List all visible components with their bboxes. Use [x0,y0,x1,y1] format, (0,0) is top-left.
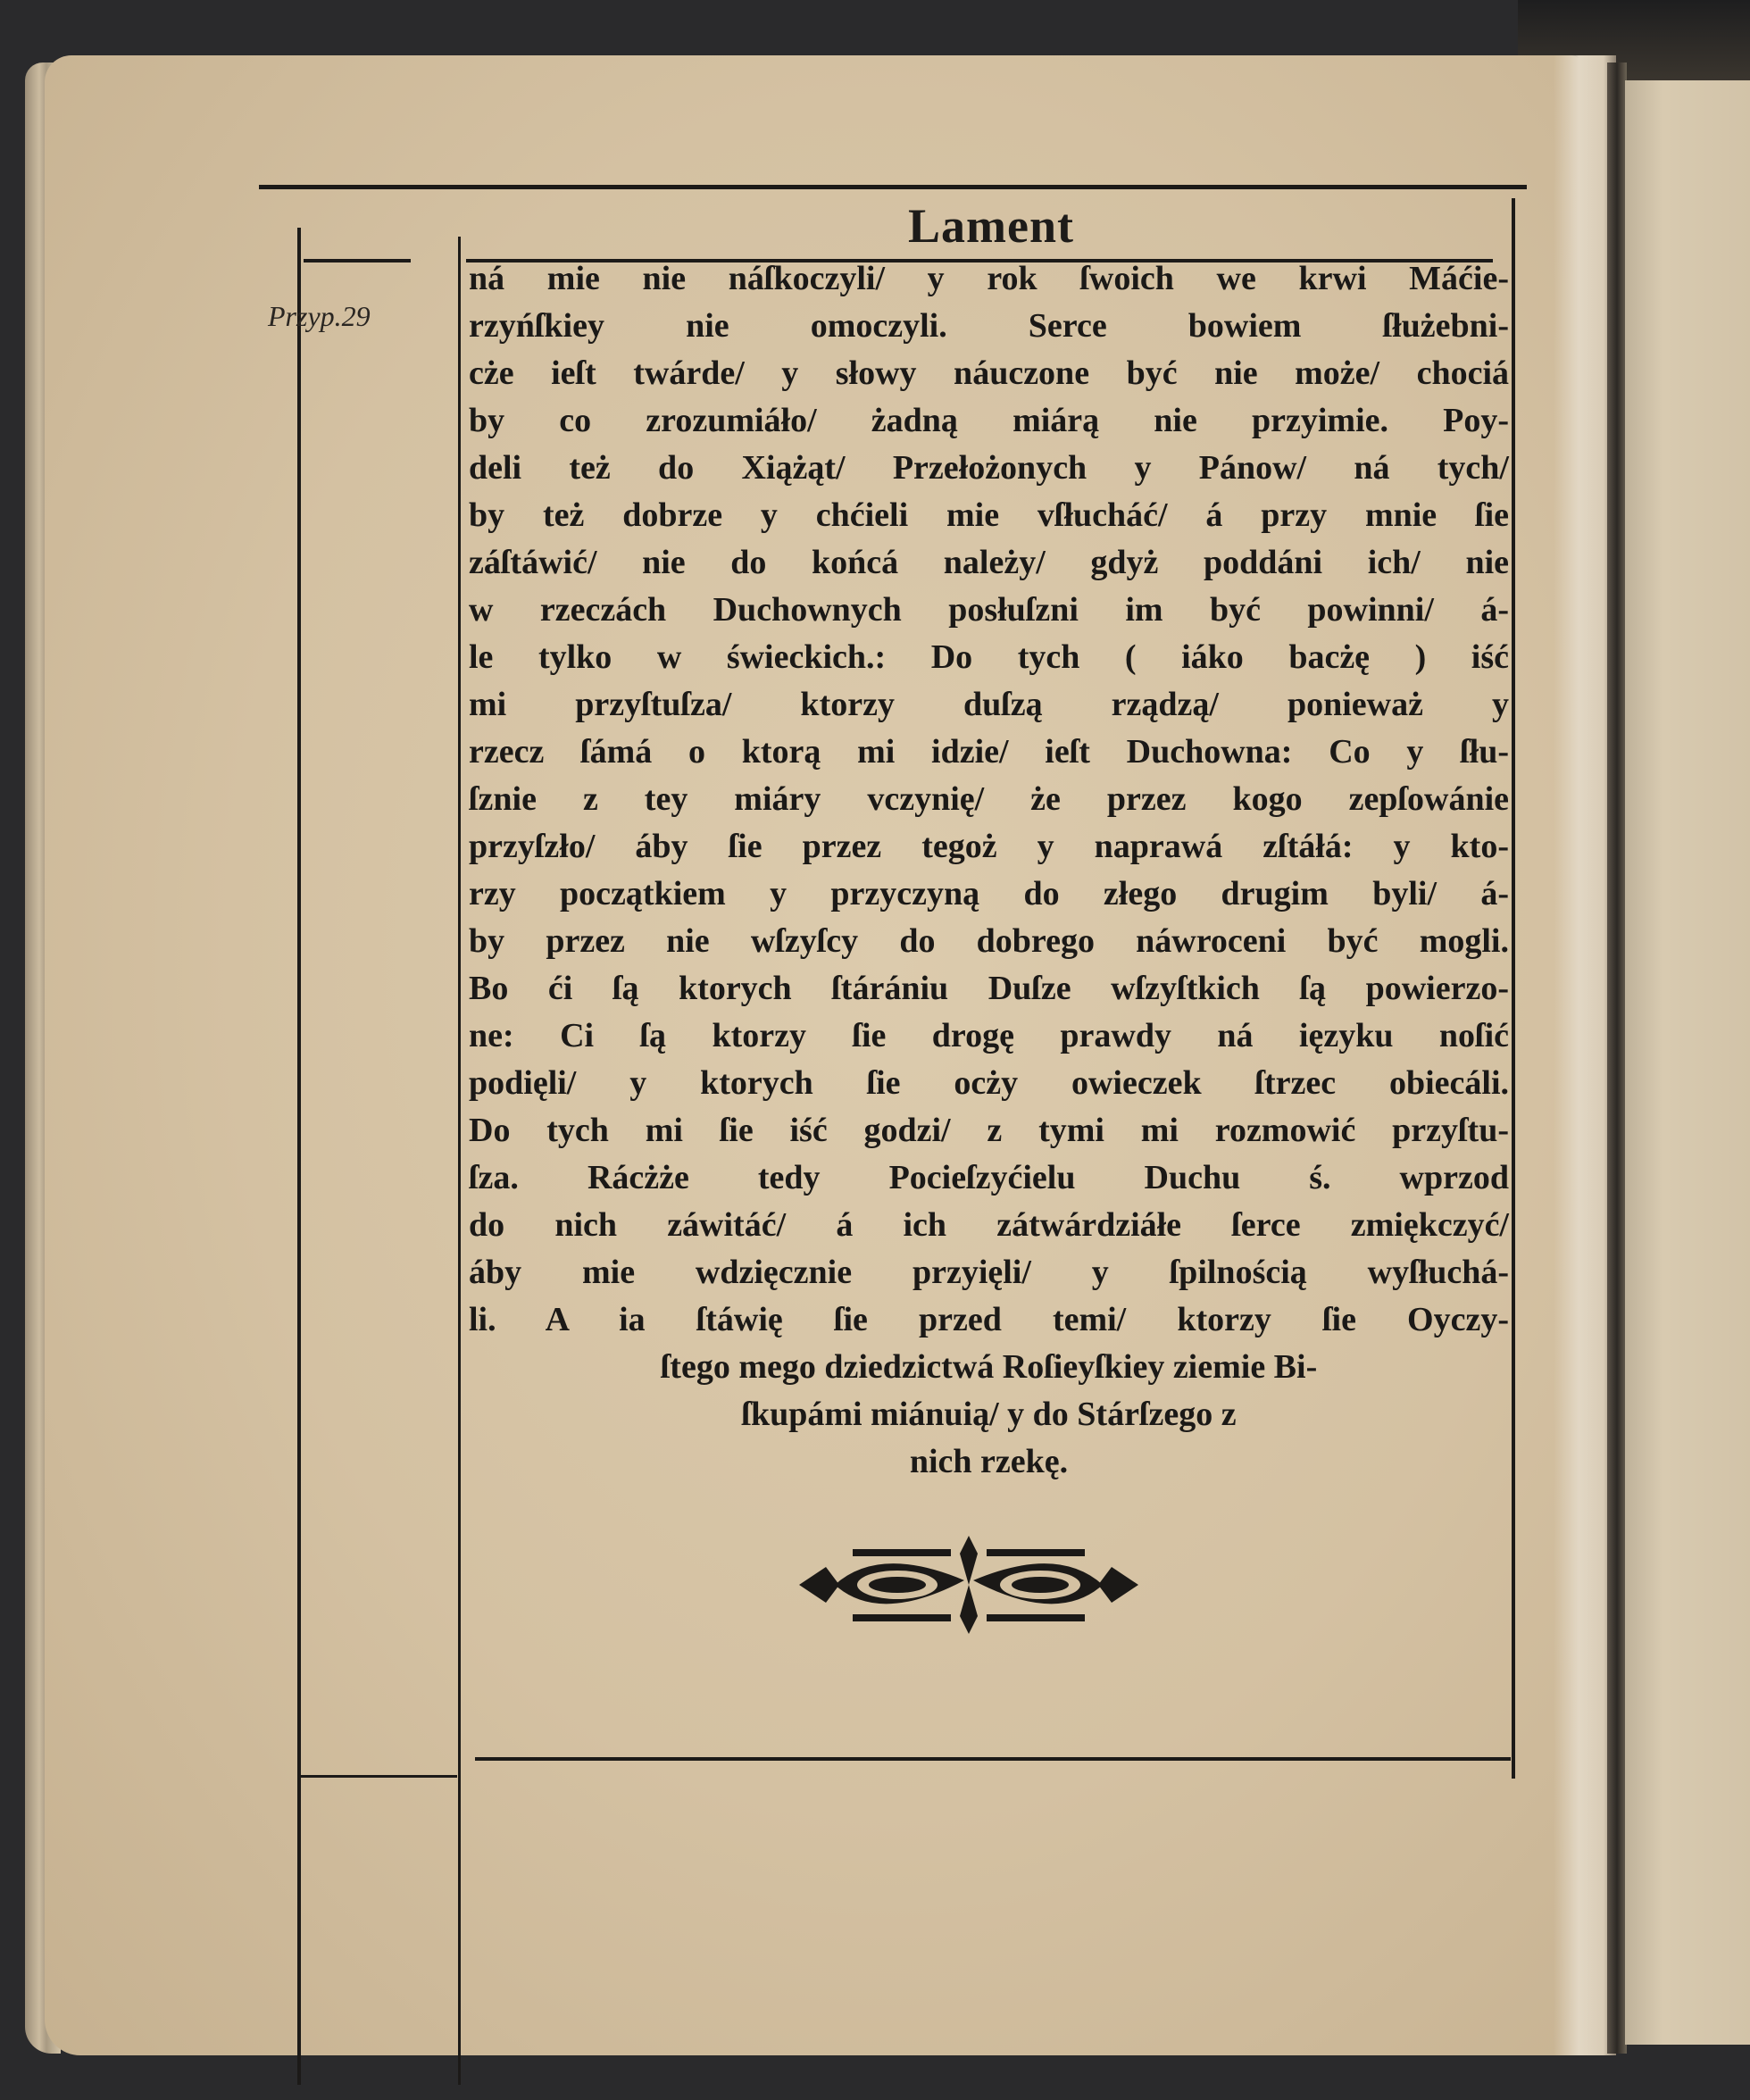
text-line: rzyńſkiey nie omoczyli. Serce bowiem ſłużebni- [469,307,1509,345]
text-line: przyſzło/ áby ſie przez tegoż y naprawá zſtáłá: y kto- [469,828,1509,865]
text-line: ſznie z tey miáry vczynię/ że przez kogo zepſowánie [469,780,1509,818]
text-line: ne: Ci ſą ktorzy ſie drogę prawdy ná ięzyku noſić [469,1017,1509,1054]
bottom-rule [475,1757,1511,1761]
margin-note: Przyp.29 [268,300,371,332]
book-spine [1607,62,1627,2054]
text-line: áby mie wdzięcznie przyięli/ y ſpilnością wyſłuchá- [469,1254,1509,1291]
margin-frame-line [458,237,461,2085]
text-line: cże ieſt twárde/ y słowy náuczone być nie może/ chociá [469,354,1509,392]
left-frame-line [297,228,301,2085]
ornament-fleuron-icon [799,1536,1138,1634]
margin-title-rule [304,259,411,262]
text-line: le tylko w świeckich.: Do tych ( iáko bacżę ) iść [469,638,1509,676]
text-line-centered: ſkupámi miánuią/ y do Stárſzego z [741,1396,1237,1433]
text-line: Bo ći ſą ktorych ſtárániu Duſze wſzyſtkich ſą powierzo- [469,970,1509,1007]
text-line: by co zrozumiáło/ żadną miárą nie przyimie. Poy- [469,402,1509,439]
text-line: Do tych mi ſie iść godzi/ z tymi mi rozmowić przyſtu- [469,1112,1509,1149]
text-line: rzecz ſámá o ktorą mi idzie/ ieſt Duchowna: Co y ſłu- [469,733,1509,771]
text-line: deli też do Xiążąt/ Przełożonych y Pánow/ ná tych/ [469,449,1509,487]
text-line: w rzeczách Duchownych posłuſzni im być powinni/ á- [469,591,1509,629]
top-rule [259,185,1527,189]
right-frame-line [1512,198,1515,1779]
text-line-centered: nich rzekę. [909,1443,1069,1480]
text-line: li. A ia ſtáwię ſie przed temi/ ktorzy ſie Oyczy- [469,1301,1509,1338]
facing-page [1625,80,1750,2045]
text-line: by przez nie wſzyſcy do dobrego náwroceni być mogli. [469,922,1509,960]
text-line: do nich záwitáć/ á ich zátwárdziáłe ſerce zmiękczyć/ [469,1206,1509,1244]
bottom-margin-rule [301,1775,457,1778]
text-line-centered: ſtego mego dziedzictwá Roſieyſkiey ziemie Bi- [660,1348,1318,1386]
text-line: rzy początkiem y przyczyną do złego drugim byli/ á- [469,875,1509,912]
text-line: ná mie nie náſkoczyli/ y rok ſwoich we krwi Máćie- [469,260,1509,297]
text-line: by też dobrze y chćieli mie vſłucháć/ á przy mnie ſie [469,496,1509,534]
text-line: podięli/ y ktorych ſie ocży owieczek ſtrzec obiecáli. [469,1064,1509,1102]
text-line: mi przyſtuſza/ ktorzy duſzą rządzą/ ponieważ y [469,686,1509,723]
running-title: Lament [908,199,1074,253]
body-text [469,255,1509,1486]
text-line: záſtáwić/ nie do końcá należy/ gdyż poddáni ich/ nie [469,544,1509,581]
text-line: ſza. Rácżże tedy Pocieſzyćielu Duchu ś. wprzod [469,1159,1509,1196]
